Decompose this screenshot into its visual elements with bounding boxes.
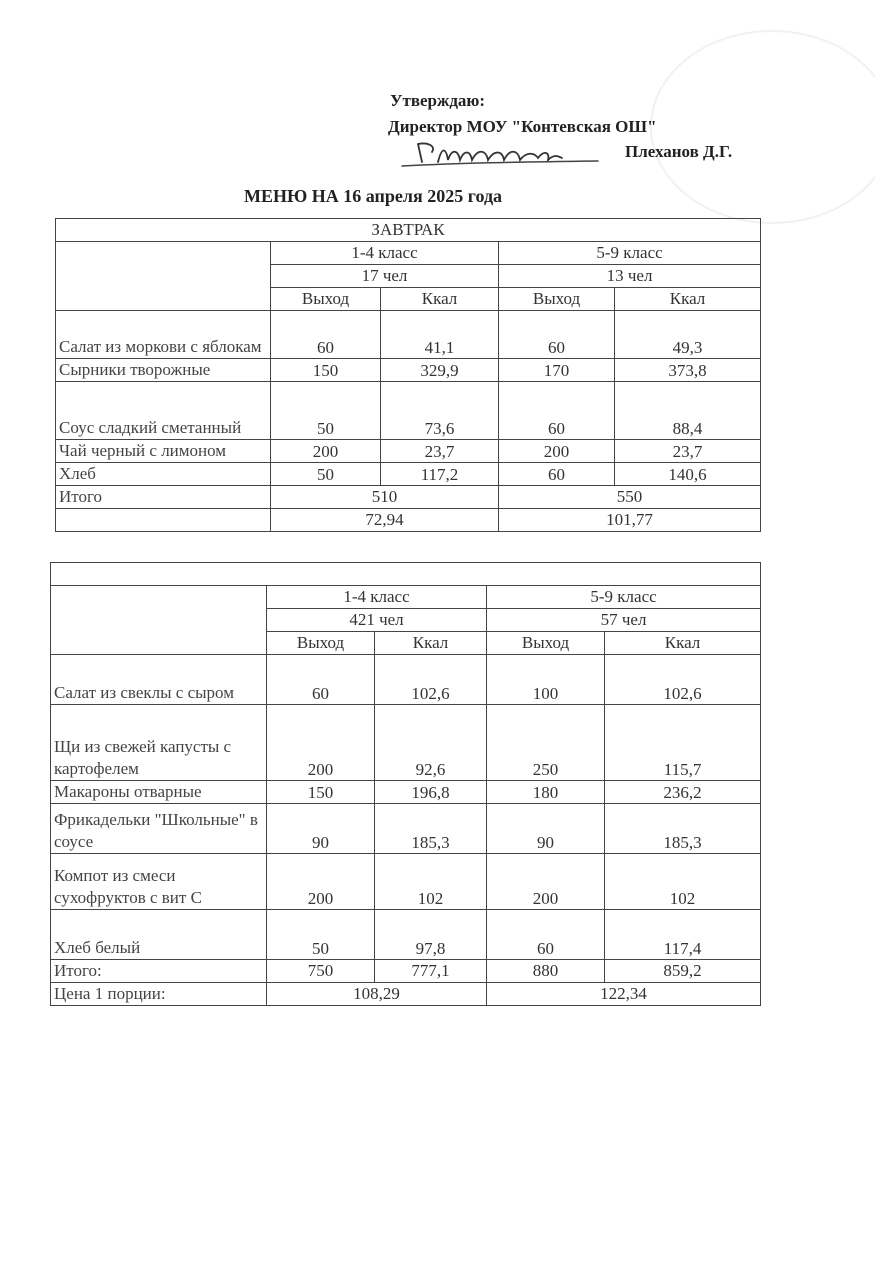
total-kcal: 859,2 <box>605 960 761 983</box>
dish-name: Сырники творожные <box>56 359 271 382</box>
price-value: 72,94 <box>271 509 499 532</box>
kcal-value: 73,6 <box>381 382 499 440</box>
kcal-value: 185,3 <box>605 804 761 854</box>
total-output: 880 <box>487 960 605 983</box>
dish-name: Хлеб <box>56 463 271 486</box>
kcal-value: 196,8 <box>375 781 487 804</box>
price-value: 101,77 <box>499 509 761 532</box>
table-row <box>51 983 761 1006</box>
output-value: 180 <box>487 781 605 804</box>
dish-name: Чай черный с лимоном <box>56 440 271 463</box>
dish-name: Салат из свеклы с сыром <box>51 655 267 705</box>
column-header: Выход <box>487 632 605 655</box>
table-row <box>56 219 761 242</box>
output-value: 150 <box>271 359 381 382</box>
output-value: 60 <box>499 311 615 359</box>
output-value: 60 <box>271 311 381 359</box>
signature-image <box>398 136 608 172</box>
table-row <box>51 655 761 705</box>
people-count: 421 чел <box>267 609 487 632</box>
output-value: 150 <box>267 781 375 804</box>
total-output: 750 <box>267 960 375 983</box>
kcal-value: 97,8 <box>375 910 487 960</box>
total-value: 550 <box>499 486 761 509</box>
kcal-value: 102,6 <box>605 655 761 705</box>
output-value: 250 <box>487 705 605 781</box>
blank-cell <box>56 242 271 311</box>
table-row <box>56 486 761 509</box>
people-count: 57 чел <box>487 609 761 632</box>
table-row <box>51 781 761 804</box>
kcal-value: 373,8 <box>615 359 761 382</box>
column-header: Ккал <box>615 288 761 311</box>
page-title: МЕНЮ НА 16 апреля 2025 года <box>244 186 503 206</box>
column-header: Ккал <box>381 288 499 311</box>
output-value: 60 <box>499 463 615 486</box>
table-row <box>51 804 761 854</box>
table-row <box>51 705 761 781</box>
dish-name: Фрикадельки "Школьные" в соусе <box>51 804 267 854</box>
total-kcal: 777,1 <box>375 960 487 983</box>
table-row <box>51 910 761 960</box>
output-value: 170 <box>499 359 615 382</box>
table-row <box>56 311 761 359</box>
output-value: 200 <box>267 705 375 781</box>
class-label: 5-9 класс <box>487 586 761 609</box>
dish-name: Хлеб белый <box>51 910 267 960</box>
table-row <box>56 242 761 265</box>
output-value: 60 <box>267 655 375 705</box>
table-row <box>51 854 761 910</box>
output-value: 50 <box>271 463 381 486</box>
class-label: 5-9 класс <box>499 242 761 265</box>
people-count: 13 чел <box>499 265 761 288</box>
output-value: 90 <box>267 804 375 854</box>
table-row <box>51 563 761 586</box>
table-row <box>56 359 761 382</box>
director-signature <box>398 136 608 172</box>
kcal-value: 117,4 <box>605 910 761 960</box>
director-name: Плеханов Д.Г. <box>625 142 733 161</box>
output-value: 200 <box>499 440 615 463</box>
total-value: 510 <box>271 486 499 509</box>
dish-name: Соус сладкий сметанный <box>56 382 271 440</box>
kcal-value: 102 <box>375 854 487 910</box>
price-value: 108,29 <box>267 983 487 1006</box>
column-header: Выход <box>267 632 375 655</box>
price-value: 122,34 <box>487 983 761 1006</box>
kcal-value: 140,6 <box>615 463 761 486</box>
output-value: 60 <box>487 910 605 960</box>
kcal-value: 92,6 <box>375 705 487 781</box>
kcal-value: 236,2 <box>605 781 761 804</box>
output-value: 90 <box>487 804 605 854</box>
output-value: 60 <box>499 382 615 440</box>
lunch-table <box>50 562 761 1006</box>
column-header: Ккал <box>375 632 487 655</box>
table-row <box>51 586 761 609</box>
class-label: 1-4 класс <box>267 586 487 609</box>
dish-name: Компот из смеси сухофруктов с вит С <box>51 854 267 910</box>
stamp-mark <box>650 30 875 224</box>
kcal-value: 41,1 <box>381 311 499 359</box>
column-header: Ккал <box>605 632 761 655</box>
output-value: 200 <box>271 440 381 463</box>
output-value: 100 <box>487 655 605 705</box>
price-label: Цена 1 порции: <box>51 983 267 1006</box>
blank-row <box>51 563 761 586</box>
table-row <box>51 960 761 983</box>
breakfast-table <box>55 218 761 532</box>
kcal-value: 329,9 <box>381 359 499 382</box>
column-header: Выход <box>271 288 381 311</box>
blank-cell <box>51 586 267 655</box>
dish-name: Щи из свежей капусты с картофелем <box>51 705 267 781</box>
column-header: Выход <box>499 288 615 311</box>
output-value: 200 <box>267 854 375 910</box>
dish-name: Салат из моркови с яблокам <box>56 311 271 359</box>
kcal-value: 49,3 <box>615 311 761 359</box>
class-label: 1-4 класс <box>271 242 499 265</box>
kcal-value: 88,4 <box>615 382 761 440</box>
table-row <box>56 509 761 532</box>
total-label: Итого <box>56 486 271 509</box>
blank-cell <box>56 509 271 532</box>
table-row <box>56 463 761 486</box>
section-heading: ЗАВТРАК <box>56 219 761 242</box>
kcal-value: 23,7 <box>615 440 761 463</box>
total-label: Итого: <box>51 960 267 983</box>
kcal-value: 117,2 <box>381 463 499 486</box>
output-value: 50 <box>271 382 381 440</box>
kcal-value: 23,7 <box>381 440 499 463</box>
approval-position: Директор МОУ "Контевская ОШ" <box>388 117 657 136</box>
output-value: 200 <box>487 854 605 910</box>
kcal-value: 102 <box>605 854 761 910</box>
output-value: 50 <box>267 910 375 960</box>
table-row <box>56 382 761 440</box>
kcal-value: 185,3 <box>375 804 487 854</box>
table-row <box>56 440 761 463</box>
approval-heading: Утверждаю: <box>390 91 486 110</box>
people-count: 17 чел <box>271 265 499 288</box>
kcal-value: 115,7 <box>605 705 761 781</box>
dish-name: Макароны отварные <box>51 781 267 804</box>
kcal-value: 102,6 <box>375 655 487 705</box>
